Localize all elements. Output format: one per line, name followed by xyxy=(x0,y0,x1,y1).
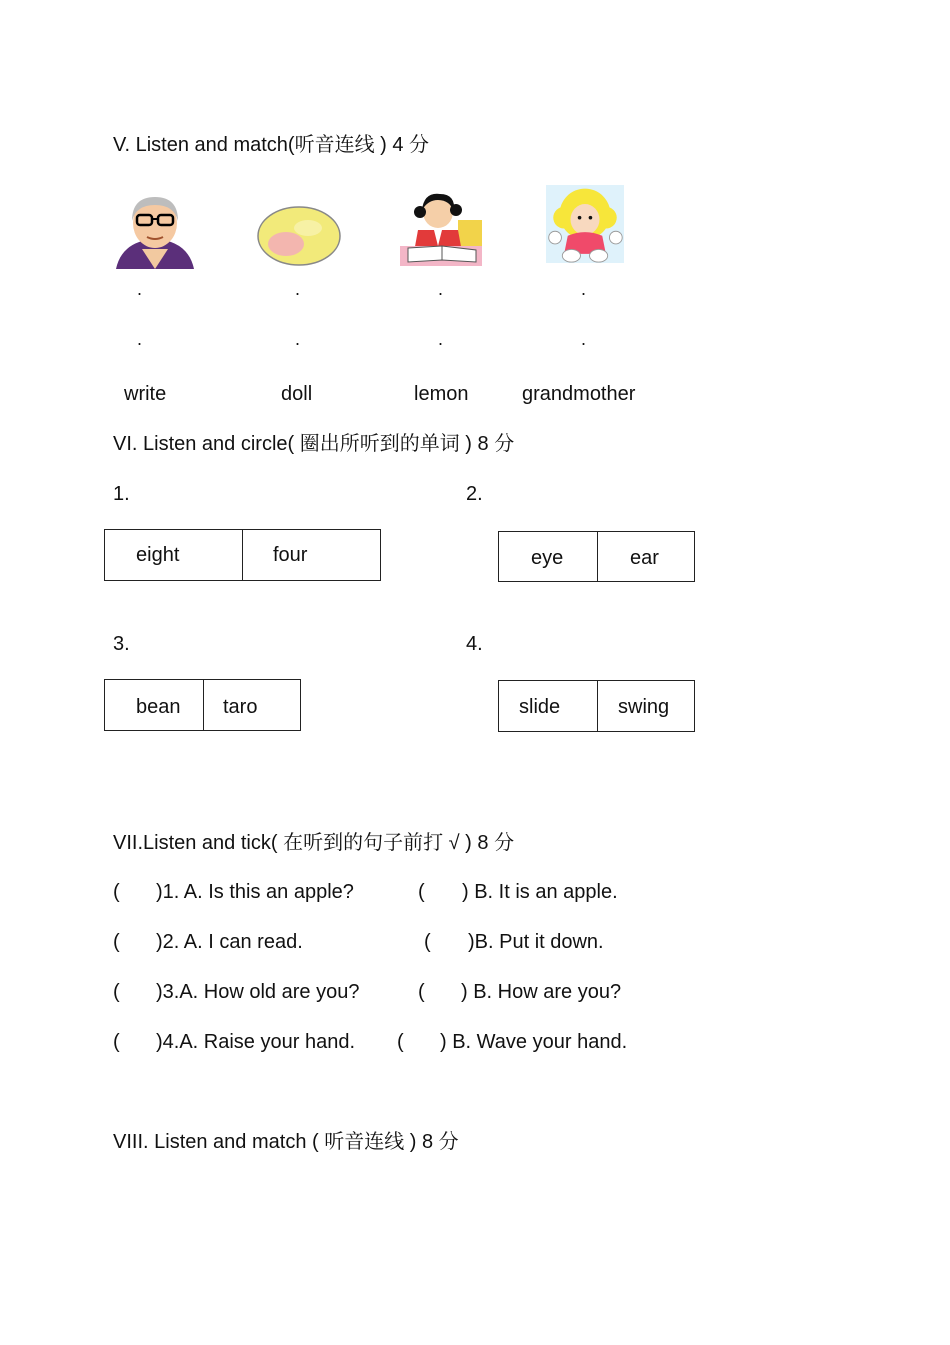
match-word-grandmother: grandmother xyxy=(522,383,636,405)
item-number-2: 2. xyxy=(466,483,483,505)
lemon-picture xyxy=(256,198,342,276)
tick-paren[interactable]: ( xyxy=(424,931,431,953)
tick-option-1a: )1. A. Is this an apple? xyxy=(156,881,354,903)
doll-picture xyxy=(542,185,628,263)
tick-paren[interactable]: ( xyxy=(113,981,120,1003)
tick-paren[interactable]: ( xyxy=(113,1031,120,1053)
choice-box-3 xyxy=(104,679,301,731)
choice-box-4 xyxy=(498,680,695,732)
choice-slide[interactable]: slide xyxy=(499,681,598,731)
writing-girl-picture xyxy=(398,190,484,268)
match-dot[interactable]: . xyxy=(295,329,301,349)
tick-option-2a: )2. A. I can read. xyxy=(156,931,303,953)
choice-bean[interactable]: bean xyxy=(105,680,204,730)
match-word-lemon: lemon xyxy=(414,383,469,405)
choice-box-1 xyxy=(104,529,381,581)
choice-box-2 xyxy=(498,531,695,582)
choice-taro[interactable]: taro xyxy=(223,695,258,718)
item-number-3: 3. xyxy=(113,633,130,655)
choice-ear[interactable]: ear xyxy=(630,547,659,569)
tick-paren[interactable]: ( xyxy=(418,981,425,1003)
tick-option-3a: )3.A. How old are you? xyxy=(156,981,360,1003)
match-word-write: write xyxy=(124,383,167,405)
choice-eye[interactable]: eye xyxy=(499,532,598,581)
section-8-title: VIII. Listen and match ( 听音连线 ) 8 分 xyxy=(113,1131,459,1153)
match-word-doll: doll xyxy=(281,383,313,405)
match-dot[interactable]: . xyxy=(137,329,143,349)
item-number-1: 1. xyxy=(113,483,130,505)
tick-option-1b: ) B. It is an apple. xyxy=(462,881,618,903)
match-dot[interactable]: . xyxy=(581,329,587,349)
tick-paren[interactable]: ( xyxy=(418,881,425,903)
match-dot[interactable]: . xyxy=(438,279,444,299)
tick-option-4b: ) B. Wave your hand. xyxy=(440,1031,628,1053)
choice-swing[interactable]: swing xyxy=(618,696,670,718)
tick-paren[interactable]: ( xyxy=(397,1031,404,1053)
match-dot[interactable]: . xyxy=(438,329,444,349)
tick-paren[interactable]: ( xyxy=(113,931,120,953)
tick-option-4a: )4.A. Raise your hand. xyxy=(156,1031,355,1053)
tick-paren[interactable]: ( xyxy=(113,881,120,903)
tick-option-3b: ) B. How are you? xyxy=(461,981,622,1003)
section-6-title: VI. Listen and circle( 圈出所听到的单词 ) 8 分 xyxy=(113,433,515,455)
match-dot[interactable]: . xyxy=(295,279,301,299)
section-7-title: VII.Listen and tick( 在听到的句子前打 √ ) 8 分 xyxy=(113,832,515,854)
choice-eight[interactable]: eight xyxy=(105,530,243,580)
grandmother-picture xyxy=(112,191,198,269)
match-dot[interactable]: . xyxy=(581,279,587,299)
tick-option-2b: )B. Put it down. xyxy=(468,931,604,953)
match-dot[interactable]: . xyxy=(137,279,143,299)
section-5-title: V. Listen and match(听音连线 ) 4 分 xyxy=(113,134,430,156)
item-number-4: 4. xyxy=(466,633,483,655)
choice-four[interactable]: four xyxy=(273,543,308,566)
